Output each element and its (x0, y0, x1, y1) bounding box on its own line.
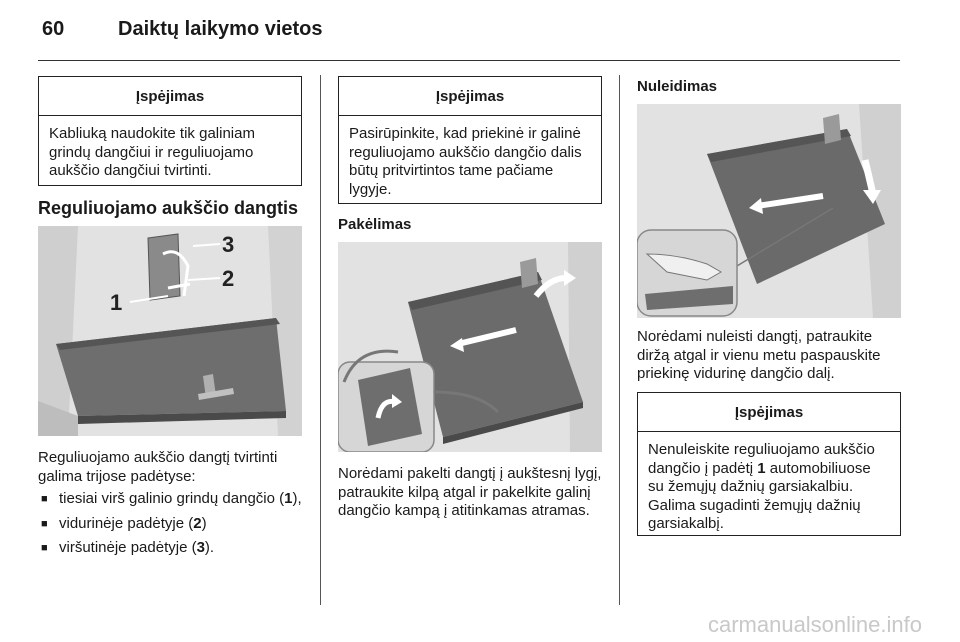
figure-raising-cover (338, 242, 602, 452)
warning-box-1 (38, 76, 302, 186)
warning-text: Kabliuką naudokite tik galiniam grindų dangčiui ir reguliuojamo aukščio dangčiui tvirtinti. (49, 125, 255, 179)
list-item: ■ viršutinėje padėtyje (3). (38, 539, 302, 558)
warning-title: Įspėjimas (39, 77, 301, 116)
lowering-text: Norėdami nuleisti dangtį, patraukite diržą atgal ir vienu metu paspauskite priekinę vidurinę dangčio dalį. (637, 328, 881, 382)
figure-lowering-cover (637, 104, 901, 318)
section-heading: Reguliuojamo aukščio dangtis (38, 198, 299, 218)
header-rule (38, 60, 900, 61)
warning-text: Nenuleiskite reguliuojamo aukščio dangčio į padėtį 1 automobiliuose su žemųjų dažnių garsiakalbiu. Galima sugadinti žemųjų dažnių garsiakalbį. (648, 441, 875, 532)
list-item: ■ vidurinėje padėtyje (2) (38, 515, 302, 534)
warning-box-3 (637, 392, 901, 536)
warning-text: Pasirūpinkite, kad priekinė ir galinė reguliuojamo aukščio dangčio dalis būtų pritvirtintos tame pačiame lygyje. (349, 125, 582, 198)
page-number: 60 (42, 18, 65, 40)
position-number: 3 (196, 539, 205, 556)
intro-text: Reguliuojamo aukščio dangtį tvirtinti galima trijose padėtyse: (38, 449, 278, 485)
illustration-cargo-cover (38, 226, 302, 436)
position-number: 1 (757, 459, 766, 477)
column-divider-2 (619, 75, 620, 605)
warning-title: Įspėjimas (339, 77, 601, 116)
illustration-raise-cover (338, 242, 602, 452)
figure-adjustable-cover-positions (38, 226, 302, 436)
column-divider-1 (320, 75, 321, 605)
warning-title: Įspėjimas (638, 393, 900, 432)
raising-text: Norėdami pakelti dangtį į aukštesnį lygį, patraukite kilpą atgal ir pakelkite galinį dangčio kampą į atitinkamas atramas. (338, 465, 602, 519)
position-number: 1 (284, 490, 293, 507)
position-number: 2 (193, 514, 202, 532)
subheading-raising: Pakėlimas (338, 216, 412, 233)
warning-box-2 (338, 76, 602, 204)
positions-list (38, 490, 302, 564)
subheading-lowering: Nuleidimas (637, 78, 718, 95)
callout-3: 3 (222, 232, 235, 257)
illustration-lower-cover (637, 104, 901, 318)
callout-2: 2 (222, 266, 235, 291)
list-item: ■ tiesiai virš galinio grindų dangčio (1), (38, 490, 302, 509)
callout-1: 1 (110, 290, 123, 315)
watermark: carmanualsonline.info (707, 612, 922, 637)
page-title: Daiktų laikymo vietos (118, 18, 323, 40)
